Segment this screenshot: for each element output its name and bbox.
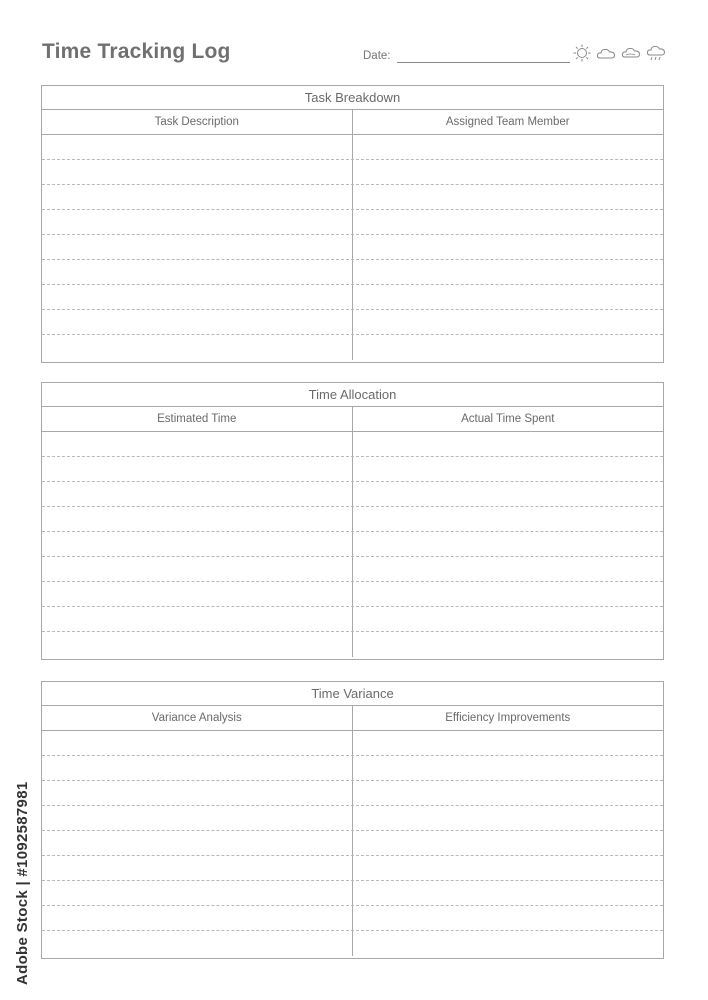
table-row bbox=[42, 831, 663, 856]
table-row bbox=[42, 185, 663, 210]
table-row bbox=[42, 731, 663, 756]
date-field-line[interactable] bbox=[397, 62, 570, 63]
partly-cloudy-icon[interactable] bbox=[621, 44, 641, 62]
column-header: Assigned Team Member bbox=[445, 116, 570, 128]
entry-cell[interactable] bbox=[353, 906, 664, 930]
entry-cell[interactable] bbox=[353, 235, 664, 259]
entry-cell[interactable] bbox=[353, 856, 664, 880]
entry-cell[interactable] bbox=[353, 557, 664, 581]
entry-cell[interactable] bbox=[42, 135, 353, 159]
table-row bbox=[42, 310, 663, 335]
entry-cell[interactable] bbox=[353, 881, 664, 905]
entry-cell[interactable] bbox=[42, 260, 353, 284]
entry-cell[interactable] bbox=[42, 856, 353, 880]
table-row bbox=[42, 632, 663, 657]
entry-cell[interactable] bbox=[42, 806, 353, 830]
entry-cell[interactable] bbox=[353, 310, 664, 334]
table-row bbox=[42, 285, 663, 310]
task-breakdown-section bbox=[41, 85, 664, 363]
entry-cell[interactable] bbox=[42, 210, 353, 234]
entry-cell[interactable] bbox=[353, 210, 664, 234]
table-row bbox=[42, 457, 663, 482]
entry-cell[interactable] bbox=[353, 432, 664, 456]
table-row bbox=[42, 532, 663, 557]
column-header: Variance Analysis bbox=[42, 706, 353, 730]
entry-cell[interactable] bbox=[353, 756, 664, 780]
table-row bbox=[42, 931, 663, 956]
table-rows bbox=[42, 731, 663, 956]
table-row bbox=[42, 881, 663, 906]
entry-cell[interactable] bbox=[353, 831, 664, 855]
table-row bbox=[42, 507, 663, 532]
time-variance-section bbox=[41, 681, 664, 959]
entry-cell[interactable] bbox=[353, 507, 664, 531]
entry-cell[interactable] bbox=[353, 632, 664, 657]
entry-cell[interactable] bbox=[42, 831, 353, 855]
column-header: Efficiency Improvements bbox=[445, 712, 571, 724]
entry-cell[interactable] bbox=[353, 582, 664, 606]
entry-cell[interactable] bbox=[353, 335, 664, 360]
entry-cell[interactable] bbox=[42, 881, 353, 905]
entry-cell[interactable] bbox=[42, 507, 353, 531]
entry-cell[interactable] bbox=[42, 235, 353, 259]
table-row bbox=[42, 906, 663, 931]
entry-cell[interactable] bbox=[42, 557, 353, 581]
entry-cell[interactable] bbox=[42, 532, 353, 556]
entry-cell[interactable] bbox=[42, 185, 353, 209]
entry-cell[interactable] bbox=[353, 260, 664, 284]
entry-cell[interactable] bbox=[353, 931, 664, 956]
table-row bbox=[42, 582, 663, 607]
entry-cell[interactable] bbox=[353, 781, 664, 805]
table-row bbox=[42, 260, 663, 285]
entry-cell[interactable] bbox=[42, 482, 353, 506]
entry-cell[interactable] bbox=[353, 731, 664, 755]
entry-cell[interactable] bbox=[353, 457, 664, 481]
table-row bbox=[42, 806, 663, 831]
table-row bbox=[42, 235, 663, 260]
entry-cell[interactable] bbox=[42, 432, 353, 456]
entry-cell[interactable] bbox=[42, 931, 353, 956]
entry-cell[interactable] bbox=[42, 160, 353, 184]
section-title: Task Breakdown bbox=[42, 86, 663, 110]
entry-cell[interactable] bbox=[353, 185, 664, 209]
entry-cell[interactable] bbox=[42, 335, 353, 360]
entry-cell[interactable] bbox=[42, 781, 353, 805]
entry-cell[interactable] bbox=[353, 532, 664, 556]
table-row bbox=[42, 607, 663, 632]
rain-cloud-icon[interactable] bbox=[646, 44, 666, 62]
entry-cell[interactable] bbox=[353, 806, 664, 830]
table-row bbox=[42, 335, 663, 360]
entry-cell[interactable] bbox=[42, 906, 353, 930]
entry-cell[interactable] bbox=[42, 457, 353, 481]
entry-cell[interactable] bbox=[42, 731, 353, 755]
table-row bbox=[42, 432, 663, 457]
time-allocation-section bbox=[41, 382, 664, 660]
entry-cell[interactable] bbox=[42, 285, 353, 309]
entry-cell[interactable] bbox=[353, 482, 664, 506]
sun-icon[interactable] bbox=[572, 44, 592, 62]
entry-cell[interactable] bbox=[42, 310, 353, 334]
table-rows bbox=[42, 135, 663, 360]
section-title: Time Variance bbox=[42, 682, 663, 706]
column-header: Actual Time Spent bbox=[461, 413, 555, 425]
entry-cell[interactable] bbox=[353, 135, 664, 159]
stock-watermark: Adobe Stock | #1092587981 bbox=[14, 781, 31, 985]
date-label: Date: bbox=[363, 50, 391, 62]
entry-cell[interactable] bbox=[353, 607, 664, 631]
entry-cell[interactable] bbox=[353, 160, 664, 184]
table-row bbox=[42, 210, 663, 235]
entry-cell[interactable] bbox=[42, 756, 353, 780]
table-rows bbox=[42, 432, 663, 657]
table-row bbox=[42, 756, 663, 781]
table-row bbox=[42, 781, 663, 806]
cloud-icon[interactable] bbox=[596, 44, 616, 62]
entry-cell[interactable] bbox=[42, 632, 353, 657]
table-row bbox=[42, 856, 663, 881]
table-row bbox=[42, 482, 663, 507]
column-header: Estimated Time bbox=[42, 407, 353, 431]
entry-cell[interactable] bbox=[353, 285, 664, 309]
table-row bbox=[42, 135, 663, 160]
table-row bbox=[42, 160, 663, 185]
entry-cell[interactable] bbox=[42, 607, 353, 631]
column-header: Task Description bbox=[42, 110, 353, 134]
table-row bbox=[42, 557, 663, 582]
entry-cell[interactable] bbox=[42, 582, 353, 606]
section-title: Time Allocation bbox=[42, 383, 663, 407]
page-title: Time Tracking Log bbox=[42, 40, 231, 63]
